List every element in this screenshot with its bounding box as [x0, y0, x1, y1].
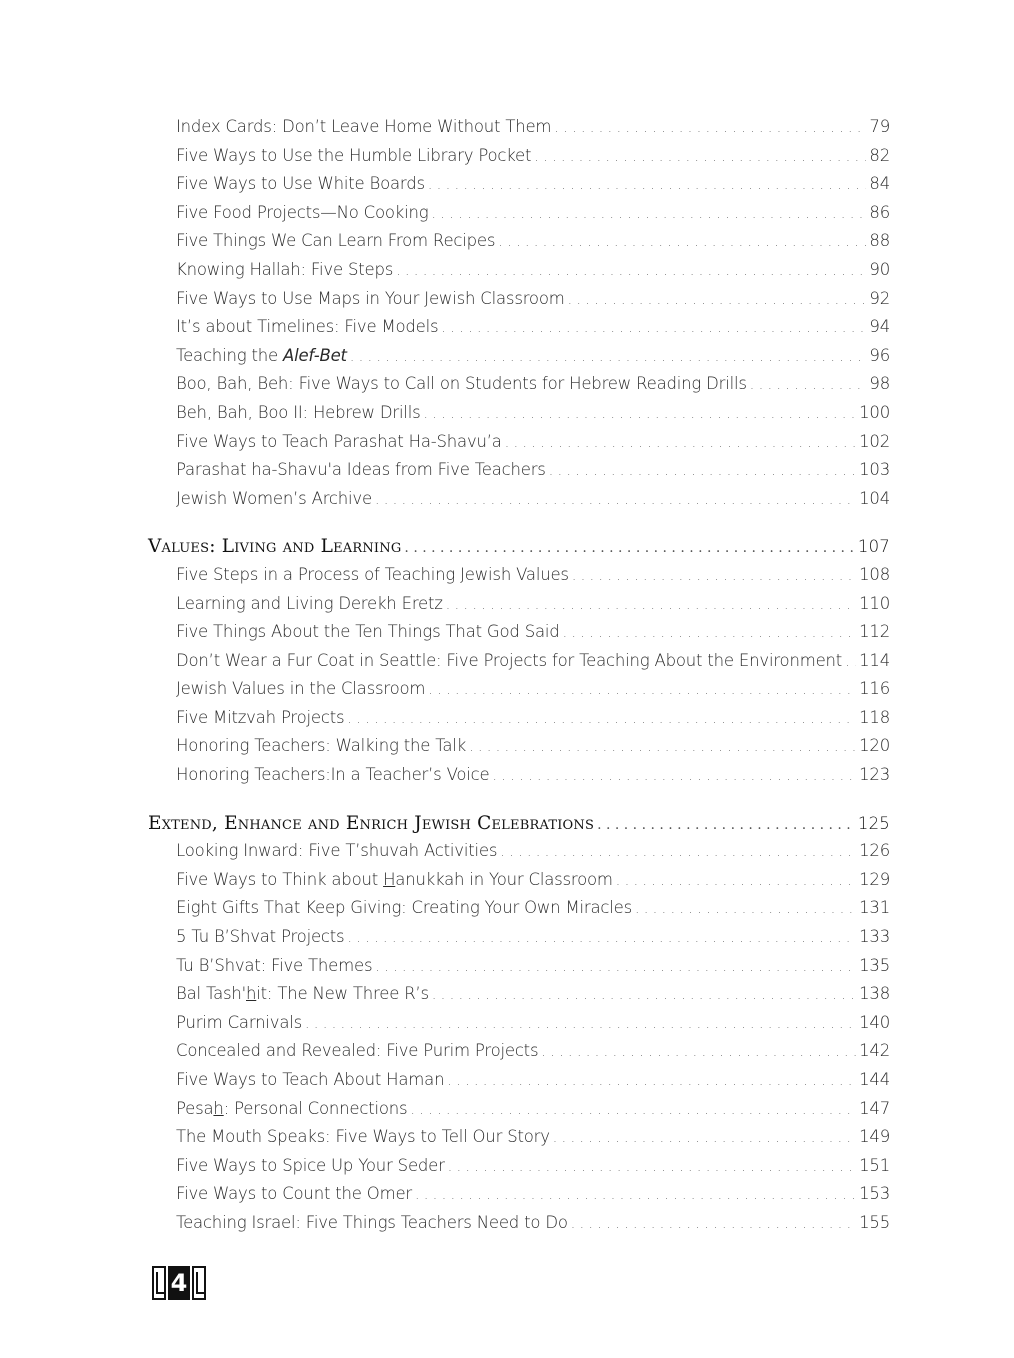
- entry-title: [176, 870, 613, 889]
- dot-leader: [375, 959, 856, 975]
- dot-leader: [498, 234, 866, 250]
- entry-page: 120: [859, 736, 890, 756]
- dot-leader: [845, 654, 856, 670]
- toc-entry[interactable]: [148, 984, 890, 1013]
- entry-page: 104: [859, 488, 890, 508]
- dot-leader: [428, 177, 867, 193]
- dot-leader: [635, 901, 856, 917]
- entry-title: Don’t Wear a Fur Coat in Seattle: Five Projects for Teaching About the Environment: [176, 650, 843, 670]
- entry-page: 147: [859, 1098, 890, 1118]
- dot-leader: [616, 873, 856, 889]
- dot-leader: [447, 1073, 856, 1089]
- entry-title: Knowing Hallah: Five Steps: [176, 259, 394, 279]
- toc-entry[interactable]: [148, 841, 890, 870]
- entry-page: 90: [869, 259, 890, 279]
- entry-title: Five Mitzvah Projects: [176, 707, 345, 727]
- toc-section-celebrations: [148, 813, 890, 1242]
- toc-entry[interactable]: [148, 317, 890, 346]
- entry-page: 112: [859, 622, 890, 642]
- toc-entry[interactable]: [148, 117, 890, 146]
- table-of-contents: [148, 117, 890, 1242]
- entry-page: 82: [869, 145, 890, 165]
- dot-leader: [563, 625, 857, 641]
- entry-title-italic: Alef-Bet: [282, 345, 347, 365]
- toc-entry[interactable]: [148, 432, 890, 461]
- toc-entry[interactable]: [148, 898, 890, 927]
- entry-page: 135: [859, 955, 890, 975]
- section-heading[interactable]: [148, 536, 890, 565]
- toc-entry[interactable]: [148, 374, 890, 403]
- toc-section-values: [148, 536, 890, 793]
- entry-title: Boo, Bah, Beh: Five Ways to Call on Students for Hebrew Reading Drills: [176, 374, 747, 394]
- entry-title: Parashat ha-Shavu'a Ideas from Five Teachers: [176, 460, 546, 480]
- dot-leader: [441, 320, 866, 336]
- entry-title-text: it: The New Three R’s: [256, 984, 429, 1004]
- toc-entry[interactable]: [148, 289, 890, 318]
- entry-page: 155: [859, 1212, 890, 1232]
- entry-title: Jewish Women’s Archive: [176, 488, 372, 508]
- dot-leader: [571, 1216, 856, 1232]
- toc-entry[interactable]: [148, 1184, 890, 1213]
- entry-title: 5 Tu B’Shvat Projects: [176, 927, 345, 947]
- entry-title: Beh, Bah, Boo II: Hebrew Drills: [176, 402, 421, 422]
- entry-title: Purim Carnivals: [176, 1012, 303, 1032]
- entry-title: [176, 984, 429, 1003]
- dot-leader: [432, 206, 867, 222]
- toc-entry[interactable]: [148, 1041, 890, 1070]
- toc-entry[interactable]: [148, 1127, 890, 1156]
- dot-leader: [350, 349, 867, 365]
- decorative-number-tile-icon: [152, 1266, 166, 1300]
- toc-entry[interactable]: [148, 146, 890, 175]
- toc-entry[interactable]: [148, 927, 890, 956]
- toc-entry[interactable]: [148, 870, 890, 899]
- dot-leader: [404, 540, 854, 556]
- entry-title-text: Teaching the: [176, 345, 283, 365]
- toc-entry[interactable]: [148, 622, 890, 651]
- entry-title: [176, 346, 347, 365]
- entry-title: Five Ways to Teach Parashat Ha-Shavu’a: [176, 431, 502, 451]
- entry-title-text: Pesa: [176, 1098, 214, 1118]
- entry-title: Eight Gifts That Keep Giving: Creating Your Own Miracles: [176, 898, 632, 918]
- dot-leader: [549, 463, 856, 479]
- toc-entry[interactable]: [148, 260, 890, 289]
- entry-title: Jewish Values in the Classroom: [176, 679, 426, 699]
- entry-page: 151: [859, 1155, 890, 1175]
- dot-leader: [375, 492, 856, 508]
- entry-page: 96: [869, 345, 890, 365]
- toc-group-continued: [148, 117, 890, 517]
- dot-leader: [568, 292, 867, 308]
- entry-page: 92: [869, 288, 890, 308]
- entry-title: Teaching Israel: Five Things Teachers Need to Do: [176, 1212, 568, 1232]
- entry-page: 116: [859, 679, 890, 699]
- entry-page: 140: [859, 1012, 890, 1032]
- toc-entry[interactable]: [148, 765, 890, 794]
- dot-leader: [534, 149, 866, 165]
- section-title: Values: Living and Learning: [148, 536, 402, 558]
- toc-entry[interactable]: [148, 403, 890, 432]
- decorative-number-tile-icon: [192, 1266, 206, 1300]
- entry-title: Learning and Living Derekh Eretz: [176, 593, 443, 613]
- dot-leader: [415, 1187, 856, 1203]
- entry-title: [176, 1099, 407, 1118]
- entry-title: Honoring Teachers: Walking the Talk: [176, 736, 467, 756]
- entry-page: 129: [859, 869, 890, 889]
- entry-title-underline: H: [383, 869, 396, 889]
- toc-entry[interactable]: [148, 736, 890, 765]
- dot-leader: [305, 1016, 856, 1032]
- entry-page: 110: [859, 593, 890, 613]
- entry-title: Five Ways to Use White Boards: [176, 174, 425, 194]
- entry-title: Index Cards: Don’t Leave Home Without Them: [176, 117, 552, 136]
- entry-title: Five Things We Can Learn From Recipes: [176, 231, 496, 251]
- toc-entry[interactable]: [148, 1013, 890, 1042]
- toc-entry[interactable]: [148, 679, 890, 708]
- entry-title: Honoring Teachers:In a Teacher’s Voice: [176, 765, 490, 785]
- entry-page: 88: [869, 231, 890, 251]
- page-number-glyph: 4: [168, 1266, 190, 1300]
- entry-page: 79: [869, 117, 890, 136]
- dot-leader: [347, 711, 856, 727]
- entry-title: Tu B’Shvat: Five Themes: [176, 955, 373, 975]
- toc-entry[interactable]: [148, 956, 890, 985]
- dot-leader: [597, 817, 855, 833]
- dot-leader: [500, 844, 856, 860]
- entry-page: 123: [859, 765, 890, 785]
- entry-title: Five Steps in a Process of Teaching Jewish Values: [176, 564, 569, 584]
- dot-leader: [541, 1044, 856, 1060]
- entry-page: 126: [859, 841, 890, 861]
- entry-page: 144: [859, 1070, 890, 1089]
- entry-page: 102: [859, 431, 890, 451]
- toc-entry[interactable]: [148, 1099, 890, 1128]
- entry-page: 100: [859, 402, 890, 422]
- entry-page: 86: [869, 202, 890, 222]
- dot-leader: [469, 739, 856, 755]
- toc-entry[interactable]: [148, 460, 890, 489]
- dot-leader: [446, 597, 856, 613]
- dot-leader: [410, 1102, 856, 1118]
- dot-leader: [428, 682, 856, 698]
- entry-page: 103: [859, 460, 890, 480]
- section-page: 107: [857, 537, 890, 557]
- toc-entry[interactable]: [148, 174, 890, 203]
- page-number-logo: [152, 1266, 206, 1300]
- entry-title: Five Ways to Count the Omer: [176, 1184, 412, 1204]
- entry-title-text: Bal Tash': [176, 984, 246, 1004]
- entry-title: Looking Inward: Five T’shuvah Activities: [176, 841, 498, 861]
- dot-leader: [448, 1159, 856, 1175]
- toc-entry[interactable]: [148, 1213, 890, 1242]
- entry-title: Five Ways to Spice Up Your Seder: [176, 1155, 445, 1175]
- entry-title: Five Ways to Use the Humble Library Pocket: [176, 145, 532, 165]
- toc-entry[interactable]: [148, 346, 890, 375]
- dot-leader: [424, 406, 857, 422]
- dot-leader: [554, 120, 866, 136]
- entry-title: Five Food Projects—No Cooking: [176, 202, 429, 222]
- dot-leader: [505, 435, 856, 451]
- toc-entry[interactable]: [148, 203, 890, 232]
- entry-title: Five Ways to Teach About Haman: [176, 1070, 445, 1089]
- dot-leader: [493, 768, 857, 784]
- section-heading[interactable]: [148, 813, 890, 842]
- entry-page: 153: [859, 1184, 890, 1204]
- dot-leader: [347, 930, 856, 946]
- entry-title: Five Ways to Use Maps in Your Jewish Classroom: [176, 288, 565, 308]
- entry-title: Concealed and Revealed: Five Purim Projects: [176, 1041, 539, 1061]
- dot-leader: [432, 987, 856, 1003]
- entry-page: 98: [869, 374, 890, 394]
- toc-entry[interactable]: [148, 231, 890, 260]
- dot-leader: [396, 263, 866, 279]
- entry-title-text: Five Ways to Think about: [176, 869, 384, 889]
- entry-title: It’s about Timelines: Five Models: [176, 317, 439, 337]
- entry-page: 138: [859, 984, 890, 1004]
- entry-page: 114: [859, 650, 890, 670]
- entry-page: 133: [859, 927, 890, 947]
- entry-page: 108: [859, 564, 890, 584]
- entry-title: The Mouth Speaks: Five Ways to Tell Our Story: [176, 1127, 550, 1147]
- entry-page: 84: [869, 174, 890, 194]
- entry-page: 118: [859, 707, 890, 727]
- toc-entry[interactable]: [148, 489, 890, 518]
- entry-page: 131: [859, 898, 890, 918]
- dot-leader: [553, 1130, 856, 1146]
- entry-title-text: : Personal Connections: [223, 1098, 408, 1118]
- toc-entry[interactable]: [148, 651, 890, 680]
- dot-leader: [750, 377, 867, 393]
- entry-page: 94: [869, 317, 890, 337]
- entry-title-text: anukkah in Your Classroom: [395, 869, 613, 889]
- toc-entry[interactable]: [148, 1070, 890, 1099]
- entry-page: 142: [859, 1041, 890, 1061]
- section-title: Extend, Enhance and Enrich Jewish Celebrations: [148, 812, 595, 834]
- toc-entry[interactable]: [148, 565, 890, 594]
- entry-title: Five Things About the Ten Things That God Said: [176, 622, 560, 642]
- toc-entry[interactable]: [148, 708, 890, 737]
- section-page: 125: [857, 813, 890, 833]
- toc-entry[interactable]: [148, 1156, 890, 1185]
- toc-entry[interactable]: [148, 594, 890, 623]
- entry-title-underline: h: [213, 1098, 224, 1118]
- entry-title-underline: h: [246, 984, 257, 1004]
- dot-leader: [572, 568, 856, 584]
- entry-page: 149: [859, 1127, 890, 1147]
